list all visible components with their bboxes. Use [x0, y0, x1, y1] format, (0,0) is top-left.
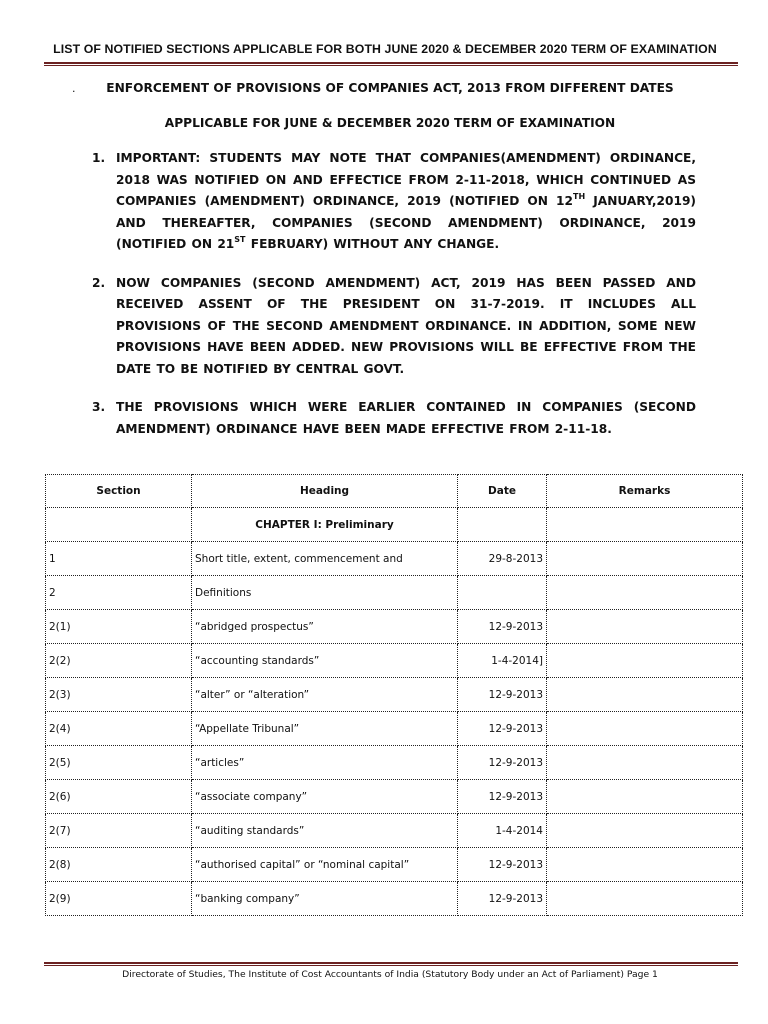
- document-title: ENFORCEMENT OF PROVISIONS OF COMPANIES ACT, 2013 FROM DIFFERENT DATES: [106, 81, 674, 95]
- note-item: [92, 273, 696, 381]
- date-cell: 12-9-2013: [458, 610, 547, 644]
- table-row: [46, 644, 743, 678]
- section-cell: 2(1): [46, 610, 192, 644]
- page-footer: Directorate of Studies, The Institute of Cost Accountants of India (Statutory Body under an Act of Parliament) Page 1: [122, 969, 658, 980]
- table-row: [46, 746, 743, 780]
- remarks-cell: [547, 746, 743, 780]
- chapter-date-cell: [458, 508, 547, 542]
- chapter-remarks-cell: [547, 508, 743, 542]
- remarks-cell: [547, 644, 743, 678]
- table-row: [46, 882, 743, 916]
- column-header-section: Section: [46, 475, 192, 508]
- note-item: [92, 397, 696, 440]
- section-cell: 2(2): [46, 644, 192, 678]
- table-header-row: [46, 475, 743, 508]
- heading-cell: “auditing standards”: [192, 814, 458, 848]
- heading-cell: “accounting standards”: [192, 644, 458, 678]
- header-rule: [44, 62, 738, 66]
- remarks-cell: [547, 712, 743, 746]
- table-row: [46, 678, 743, 712]
- section-cell: 2(8): [46, 848, 192, 882]
- column-header-date: Date: [458, 475, 547, 508]
- note-number: 3.: [92, 400, 106, 414]
- note-number: 2.: [92, 275, 106, 290]
- date-cell: 1-4-2014]: [458, 644, 547, 678]
- date-cell: 1-4-2014: [458, 814, 547, 848]
- section-cell: 2: [46, 576, 192, 610]
- heading-cell: “alter” or “alteration”: [192, 678, 458, 712]
- section-cell: 2(7): [46, 814, 192, 848]
- sections-table: [45, 474, 743, 916]
- heading-cell: “abridged prospectus”: [192, 610, 458, 644]
- section-cell: 2(5): [46, 746, 192, 780]
- date-cell: 12-9-2013: [458, 780, 547, 814]
- chapter-section-cell: [46, 508, 192, 542]
- date-cell: 12-9-2013: [458, 746, 547, 780]
- date-cell: [458, 576, 547, 610]
- heading-cell: “articles”: [192, 746, 458, 780]
- document-subtitle: APPLICABLE FOR JUNE & DECEMBER 2020 TERM OF EXAMINATION: [164, 116, 616, 130]
- section-cell: 2(4): [46, 712, 192, 746]
- remarks-cell: [547, 848, 743, 882]
- note-text: IMPORTANT: STUDENTS MAY NOTE THAT COMPANIES(AMENDMENT) ORDINANCE, 2018 WAS NOTIFIED ON AND EFFECTICE FROM 2-11-2018, WHICH CONTINUED AS COMPANIES (AMENDMENT) ORDINANCE, 2019 (NOTIFIED ON 12TH JANUARY,2019) AND THEREAFTER, COMPANIES (SECOND AMENDMENT) ORDINANCE, 2019 (NOTIFIED ON 21ST FEBRUARY) WITHOUT ANY CHANGE.: [116, 151, 696, 251]
- remarks-cell: [547, 576, 743, 610]
- page-header: LIST OF NOTIFIED SECTIONS APPLICABLE FOR BOTH JUNE 2020 & DECEMBER 2020 TERM OF EXAMINATION: [53, 42, 717, 56]
- heading-cell: “authorised capital” or “nominal capital”: [192, 848, 458, 882]
- heading-cell: “banking company”: [192, 882, 458, 916]
- chapter-row: [46, 508, 743, 542]
- column-header-remarks: Remarks: [547, 475, 743, 508]
- notes-list: [92, 148, 696, 457]
- date-cell: 12-9-2013: [458, 678, 547, 712]
- dot-mark: .: [72, 82, 76, 95]
- section-cell: 1: [46, 542, 192, 576]
- footer-rule: [44, 962, 738, 966]
- table-row: [46, 814, 743, 848]
- note-item: [92, 148, 696, 256]
- heading-cell: Short title, extent, commencement and: [192, 542, 458, 576]
- date-cell: 12-9-2013: [458, 848, 547, 882]
- remarks-cell: [547, 542, 743, 576]
- section-cell: 2(9): [46, 882, 192, 916]
- remarks-cell: [547, 882, 743, 916]
- table-row: [46, 610, 743, 644]
- chapter-heading: CHAPTER I: Preliminary: [192, 508, 458, 542]
- date-cell: 29-8-2013: [458, 542, 547, 576]
- heading-cell: Definitions: [192, 576, 458, 610]
- date-cell: 12-9-2013: [458, 712, 547, 746]
- remarks-cell: [547, 678, 743, 712]
- heading-cell: “Appellate Tribunal”: [192, 712, 458, 746]
- note-text: NOW COMPANIES (SECOND AMENDMENT) ACT, 2019 HAS BEEN PASSED AND RECEIVED ASSENT OF THE PRESIDENT ON 31-7-2019. IT INCLUDES ALL PROVISIONS OF THE SECOND AMENDMENT ORDINANCE. IN ADDITION, SOME NEW PROVISIONS HAVE BEEN ADDED. NEW PROVISIONS WILL BE EFFECTIVE FROM THE DATE TO BE NOTIFIED BY CENTRAL GOVT.: [116, 275, 696, 376]
- remarks-cell: [547, 610, 743, 644]
- section-cell: 2(6): [46, 780, 192, 814]
- remarks-cell: [547, 780, 743, 814]
- section-cell: 2(3): [46, 678, 192, 712]
- heading-cell: “associate company”: [192, 780, 458, 814]
- table-row: [46, 780, 743, 814]
- column-header-heading: Heading: [192, 475, 458, 508]
- table-row: [46, 712, 743, 746]
- table-row: [46, 848, 743, 882]
- note-number: 1.: [92, 151, 106, 165]
- date-cell: 12-9-2013: [458, 882, 547, 916]
- table-row: [46, 542, 743, 576]
- table-row: [46, 576, 743, 610]
- remarks-cell: [547, 814, 743, 848]
- note-text: THE PROVISIONS WHICH WERE EARLIER CONTAINED IN COMPANIES (SECOND AMENDMENT) ORDINANCE HAVE BEEN MADE EFFECTIVE FROM 2-11-18.: [116, 400, 696, 436]
